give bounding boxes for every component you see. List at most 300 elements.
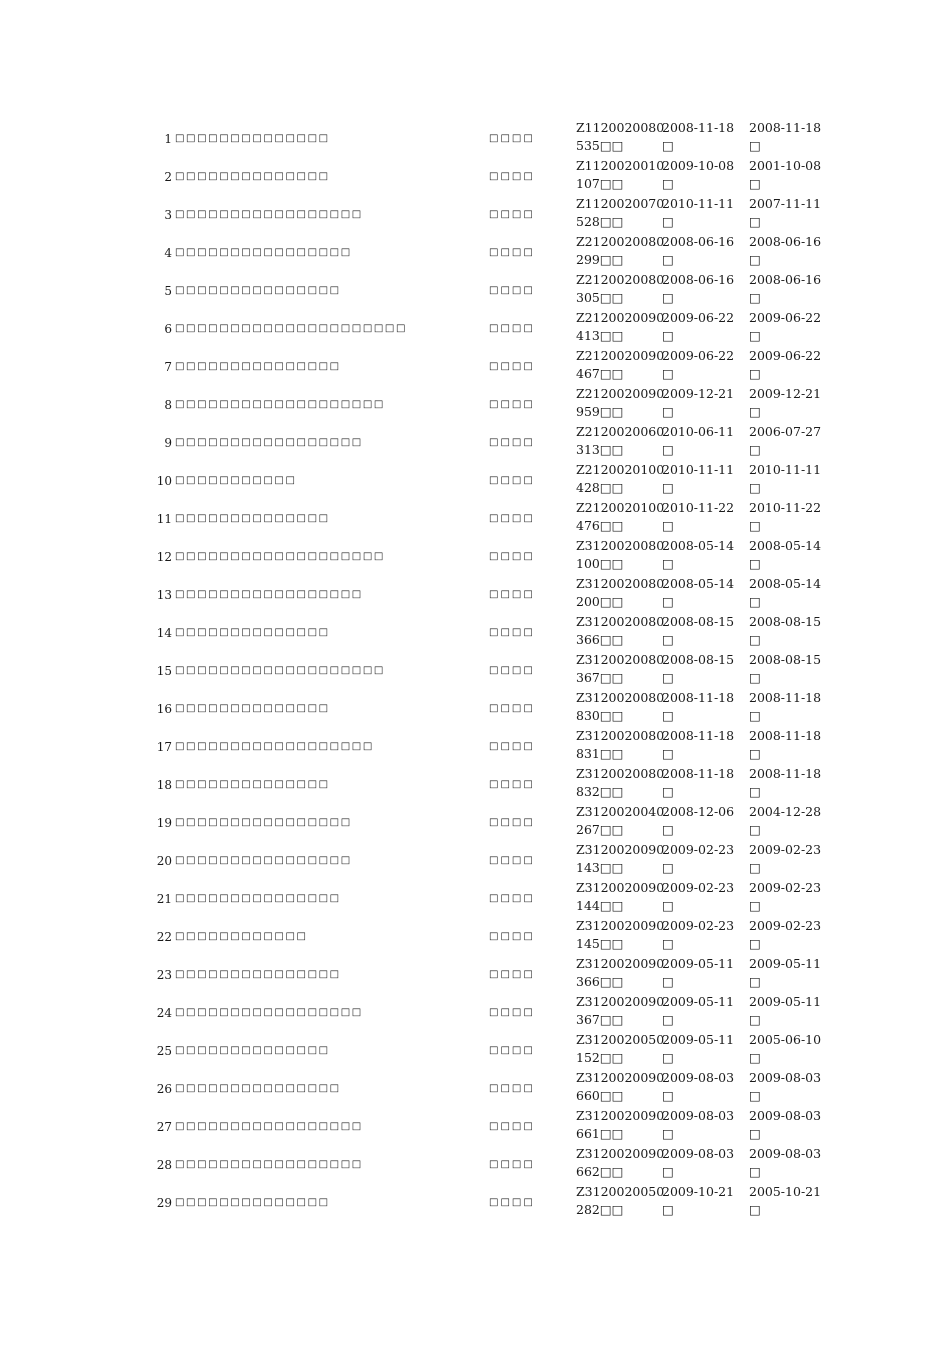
record-code-line2: 661□□ (576, 1126, 624, 1141)
record-date-1-value: 2009-08-03 (662, 1108, 735, 1123)
record-date-2-value: 2001-10-08 (749, 158, 822, 173)
record-date-1-value: 2008-05-14 (662, 538, 735, 553)
record-code (576, 689, 665, 725)
record-date-2-suffix: □ (749, 746, 761, 761)
record-code-line1: Z3120020080 (576, 690, 665, 705)
record-date-2-suffix: □ (749, 1088, 761, 1103)
record-date-1-suffix: □ (662, 974, 674, 989)
record-name: □□□□□□□□□□□□□□□□□□□ (175, 551, 385, 562)
record-code-line2: 662□□ (576, 1164, 624, 1179)
record-date-1 (662, 461, 746, 497)
record-code (576, 955, 665, 991)
record-name: □□□□□□□□□□□□□□□□□ (175, 1007, 363, 1018)
record-code (576, 499, 665, 535)
record-code-line1: Z3120020090 (576, 918, 665, 933)
record-date-2-suffix: □ (749, 252, 761, 267)
record-date-1 (662, 309, 746, 345)
record-date-2 (749, 385, 833, 421)
record-date-1-value: 2008-11-18 (662, 728, 735, 743)
table-row (150, 954, 850, 992)
record-date-1-value: 2009-06-22 (662, 348, 735, 363)
record-code-line2: 267□□ (576, 822, 624, 837)
record-date-1-value: 2010-06-11 (662, 424, 735, 439)
record-date-2-value: 2008-05-14 (749, 538, 822, 553)
record-code-line2: 832□□ (576, 784, 624, 799)
row-number: 23 (156, 968, 172, 982)
record-date-1-value: 2008-08-15 (662, 614, 735, 629)
record-code-line1: Z3120020090 (576, 1070, 665, 1085)
record-date-2 (749, 347, 833, 383)
record-date-1 (662, 613, 746, 649)
record-type: □□□□ (489, 893, 535, 904)
record-date-2-suffix: □ (749, 366, 761, 381)
record-date-1-suffix: □ (662, 1050, 674, 1065)
table-row (150, 612, 850, 650)
record-type: □□□□ (489, 1045, 535, 1056)
table-row (150, 650, 850, 688)
record-date-1 (662, 1107, 746, 1143)
record-name: □□□□□□□□□□□□□□□ (175, 361, 341, 372)
record-name: □□□□□□□□□□□□□□□□□ (175, 1121, 363, 1132)
record-date-2-value: 2009-08-03 (749, 1070, 822, 1085)
record-date-1-suffix: □ (662, 176, 674, 191)
record-date-2-value: 2008-11-18 (749, 728, 822, 743)
table-row (150, 878, 850, 916)
record-code (576, 803, 665, 839)
record-code (576, 727, 665, 763)
record-name: □□□□□□□□□□□□□□□□□ (175, 209, 363, 220)
record-code (576, 385, 665, 421)
record-code-line2: 413□□ (576, 328, 624, 343)
record-date-2 (749, 651, 833, 687)
record-date-2 (749, 917, 833, 953)
record-code-line2: 831□□ (576, 746, 624, 761)
record-date-2-suffix: □ (749, 290, 761, 305)
row-number: 9 (164, 436, 172, 450)
record-code-line1: Z3120020080 (576, 652, 665, 667)
record-code-line1: Z3120020090 (576, 1146, 665, 1161)
record-date-2-value: 2009-06-22 (749, 310, 822, 325)
record-date-1-value: 2008-11-18 (662, 120, 735, 135)
record-date-1 (662, 879, 746, 915)
row-number: 25 (156, 1044, 172, 1058)
record-date-2-value: 2004-12-28 (749, 804, 822, 819)
record-date-2-value: 2008-08-15 (749, 652, 822, 667)
record-date-2-value: 2009-08-03 (749, 1108, 822, 1123)
record-code-line1: Z2120020100 (576, 462, 665, 477)
record-type: □□□□ (489, 551, 535, 562)
record-type: □□□□ (489, 1007, 535, 1018)
table-row (150, 764, 850, 802)
record-date-2-value: 2008-11-18 (749, 120, 822, 135)
table-row (150, 1182, 850, 1220)
record-code (576, 765, 665, 801)
record-date-1 (662, 917, 746, 953)
row-number: 21 (156, 892, 172, 906)
record-type: □□□□ (489, 1197, 535, 1208)
record-date-2-suffix: □ (749, 594, 761, 609)
record-date-1-suffix: □ (662, 556, 674, 571)
record-date-1-suffix: □ (662, 442, 674, 457)
record-code-line2: 313□□ (576, 442, 624, 457)
row-number: 17 (156, 740, 172, 754)
table-row (150, 384, 850, 422)
record-type: □□□□ (489, 931, 535, 942)
record-date-2 (749, 765, 833, 801)
record-type: □□□□ (489, 855, 535, 866)
record-code-line1: Z2120020090 (576, 310, 665, 325)
record-type: □□□□ (489, 779, 535, 790)
record-date-2-suffix: □ (749, 556, 761, 571)
row-number: 22 (156, 930, 172, 944)
record-date-2-value: 2010-11-11 (749, 462, 822, 477)
record-code-line2: 528□□ (576, 214, 624, 229)
record-date-1 (662, 271, 746, 307)
record-code-line2: 145□□ (576, 936, 624, 951)
record-date-1 (662, 1069, 746, 1105)
record-date-2-suffix: □ (749, 480, 761, 495)
record-code-line2: 100□□ (576, 556, 624, 571)
record-code-line2: 467□□ (576, 366, 624, 381)
row-number: 12 (156, 550, 172, 564)
row-number: 16 (156, 702, 172, 716)
record-date-2-value: 2005-06-10 (749, 1032, 822, 1047)
record-date-1-suffix: □ (662, 670, 674, 685)
record-code-line1: Z3120020090 (576, 842, 665, 857)
record-code (576, 575, 665, 611)
record-code-line2: 299□□ (576, 252, 624, 267)
record-date-1 (662, 423, 746, 459)
record-name: □□□□□□□□□□□ (175, 475, 297, 486)
record-type: □□□□ (489, 209, 535, 220)
record-date-2 (749, 499, 833, 535)
record-code-line1: Z2120020090 (576, 348, 665, 363)
record-type: □□□□ (489, 361, 535, 372)
record-code-line1: Z2120020080 (576, 272, 665, 287)
record-date-2-suffix: □ (749, 670, 761, 685)
record-date-2 (749, 841, 833, 877)
record-date-1-value: 2009-05-11 (662, 1032, 735, 1047)
record-date-1-suffix: □ (662, 1164, 674, 1179)
record-date-1 (662, 385, 746, 421)
record-date-2-suffix: □ (749, 708, 761, 723)
record-date-1-suffix: □ (662, 366, 674, 381)
record-date-1 (662, 841, 746, 877)
table-row (150, 156, 850, 194)
record-date-1-suffix: □ (662, 1088, 674, 1103)
record-date-1-suffix: □ (662, 746, 674, 761)
record-date-1-value: 2010-11-11 (662, 196, 735, 211)
record-date-1-value: 2009-02-23 (662, 918, 735, 933)
record-date-1-value: 2009-08-03 (662, 1070, 735, 1085)
record-date-2-suffix: □ (749, 860, 761, 875)
record-date-2-value: 2009-02-23 (749, 880, 822, 895)
record-date-1 (662, 727, 746, 763)
table-row (150, 270, 850, 308)
record-code-line1: Z3120020080 (576, 614, 665, 629)
record-date-1-suffix: □ (662, 328, 674, 343)
record-code-line2: 144□□ (576, 898, 624, 913)
record-code-line1: Z1120020010 (576, 158, 665, 173)
record-date-1-value: 2008-08-15 (662, 652, 735, 667)
record-code (576, 271, 665, 307)
record-name: □□□□□□□□□□□□□□□□□□□ (175, 665, 385, 676)
record-code-line2: 959□□ (576, 404, 624, 419)
record-name: □□□□□□□□□□□□□□□ (175, 1083, 341, 1094)
row-number: 26 (156, 1082, 172, 1096)
record-date-1-suffix: □ (662, 784, 674, 799)
record-code-line2: 830□□ (576, 708, 624, 723)
record-name: □□□□□□□□□□□□□□□□ (175, 247, 352, 258)
record-code-line2: 366□□ (576, 632, 624, 647)
record-date-2-value: 2008-06-16 (749, 234, 822, 249)
record-code-line1: Z2120020100 (576, 500, 665, 515)
record-date-1-suffix: □ (662, 1012, 674, 1027)
record-date-2 (749, 157, 833, 193)
record-name: □□□□□□□□□□□□□□ (175, 133, 330, 144)
record-code (576, 1107, 665, 1143)
record-name: □□□□□□□□□□□□□□□□□□ (175, 741, 374, 752)
record-date-1-value: 2009-12-21 (662, 386, 735, 401)
record-date-2-suffix: □ (749, 936, 761, 951)
record-type: □□□□ (489, 741, 535, 752)
record-date-1-suffix: □ (662, 290, 674, 305)
record-date-1 (662, 803, 746, 839)
record-code (576, 1183, 665, 1219)
record-code (576, 461, 665, 497)
record-code-line1: Z3120020090 (576, 956, 665, 971)
record-name: □□□□□□□□□□□□□□□□ (175, 817, 352, 828)
record-code-line2: 535□□ (576, 138, 624, 153)
row-number: 29 (156, 1196, 172, 1210)
row-number: 4 (164, 246, 172, 260)
record-date-1 (662, 689, 746, 725)
row-number: 13 (156, 588, 172, 602)
record-date-2-suffix: □ (749, 1050, 761, 1065)
record-date-2-suffix: □ (749, 442, 761, 457)
table-row (150, 422, 850, 460)
row-number: 15 (156, 664, 172, 678)
table-row (150, 992, 850, 1030)
record-date-1 (662, 195, 746, 231)
record-code-line1: Z1120020070 (576, 196, 665, 211)
record-date-2-suffix: □ (749, 138, 761, 153)
record-code-line2: 476□□ (576, 518, 624, 533)
record-type: □□□□ (489, 475, 535, 486)
record-code (576, 1069, 665, 1105)
record-date-1-suffix: □ (662, 708, 674, 723)
record-date-1 (662, 651, 746, 687)
record-name: □□□□□□□□□□□□□□□□ (175, 855, 352, 866)
record-date-2-suffix: □ (749, 822, 761, 837)
record-code (576, 157, 665, 193)
record-type: □□□□ (489, 399, 535, 410)
record-code-line2: 152□□ (576, 1050, 624, 1065)
record-code-line1: Z3120020050 (576, 1184, 665, 1199)
record-type: □□□□ (489, 665, 535, 676)
record-date-2-suffix: □ (749, 1164, 761, 1179)
row-number: 20 (156, 854, 172, 868)
record-date-2 (749, 689, 833, 725)
record-date-1-suffix: □ (662, 252, 674, 267)
record-date-2 (749, 461, 833, 497)
record-date-1-value: 2008-06-16 (662, 272, 735, 287)
record-code-line1: Z2120020090 (576, 386, 665, 401)
record-code-line2: 367□□ (576, 1012, 624, 1027)
record-code-line1: Z3120020080 (576, 766, 665, 781)
record-date-1-value: 2010-11-22 (662, 500, 735, 515)
record-type: □□□□ (489, 285, 535, 296)
record-name: □□□□□□□□□□□□□□□□□□□ (175, 399, 385, 410)
record-date-1-value: 2009-10-08 (662, 158, 735, 173)
record-code-line2: 660□□ (576, 1088, 624, 1103)
record-code (576, 841, 665, 877)
record-date-2 (749, 537, 833, 573)
record-date-2-suffix: □ (749, 328, 761, 343)
table-row (150, 308, 850, 346)
record-date-1-value: 2009-06-22 (662, 310, 735, 325)
table-row (150, 232, 850, 270)
record-type: □□□□ (489, 437, 535, 448)
record-date-2-suffix: □ (749, 1126, 761, 1141)
record-date-1 (662, 1145, 746, 1181)
record-code (576, 1031, 665, 1067)
row-number: 3 (164, 208, 172, 222)
record-date-2 (749, 955, 833, 991)
record-date-1-value: 2009-10-21 (662, 1184, 735, 1199)
row-number: 10 (156, 474, 172, 488)
table-row (150, 536, 850, 574)
record-date-2-value: 2009-06-22 (749, 348, 822, 363)
record-date-1 (662, 157, 746, 193)
record-date-1-value: 2009-05-11 (662, 994, 735, 1009)
record-date-1-suffix: □ (662, 822, 674, 837)
table-row (150, 688, 850, 726)
record-name: □□□□□□□□□□□□□□□ (175, 285, 341, 296)
record-type: □□□□ (489, 1083, 535, 1094)
record-code-line1: Z1120020080 (576, 120, 665, 135)
record-date-2 (749, 803, 833, 839)
record-date-2-suffix: □ (749, 176, 761, 191)
record-date-2 (749, 195, 833, 231)
record-date-2 (749, 119, 833, 155)
record-code-line1: Z2120020080 (576, 234, 665, 249)
row-number: 18 (156, 778, 172, 792)
record-date-2-suffix: □ (749, 632, 761, 647)
row-number: 14 (156, 626, 172, 640)
record-type: □□□□ (489, 323, 535, 334)
record-date-1-value: 2008-06-16 (662, 234, 735, 249)
table-row (150, 194, 850, 232)
record-date-2-value: 2008-08-15 (749, 614, 822, 629)
record-code (576, 917, 665, 953)
record-date-2-value: 2008-06-16 (749, 272, 822, 287)
record-date-2-suffix: □ (749, 1202, 761, 1217)
record-date-2-value: 2009-05-11 (749, 956, 822, 971)
record-date-1-suffix: □ (662, 214, 674, 229)
record-name: □□□□□□□□□□□□□□ (175, 1045, 330, 1056)
record-code (576, 119, 665, 155)
row-number: 19 (156, 816, 172, 830)
record-code-line2: 282□□ (576, 1202, 624, 1217)
table-row (150, 916, 850, 954)
record-date-2-value: 2009-02-23 (749, 842, 822, 857)
record-date-2-suffix: □ (749, 974, 761, 989)
record-date-1 (662, 993, 746, 1029)
record-date-2-suffix: □ (749, 898, 761, 913)
record-date-1-value: 2008-12-06 (662, 804, 735, 819)
row-number: 28 (156, 1158, 172, 1172)
record-date-1 (662, 955, 746, 991)
record-code-line2: 305□□ (576, 290, 624, 305)
record-type: □□□□ (489, 627, 535, 638)
record-date-2 (749, 423, 833, 459)
record-date-2 (749, 575, 833, 611)
record-date-2-value: 2008-05-14 (749, 576, 822, 591)
record-date-1 (662, 765, 746, 801)
record-date-1 (662, 1183, 746, 1219)
record-date-1-value: 2009-08-03 (662, 1146, 735, 1161)
table-row (150, 574, 850, 612)
record-date-1-value: 2008-11-18 (662, 690, 735, 705)
record-date-1 (662, 499, 746, 535)
record-date-1 (662, 233, 746, 269)
record-date-2-suffix: □ (749, 214, 761, 229)
record-date-2-value: 2008-11-18 (749, 690, 822, 705)
record-code (576, 195, 665, 231)
record-date-2 (749, 309, 833, 345)
row-number: 24 (156, 1006, 172, 1020)
record-date-1-value: 2009-02-23 (662, 842, 735, 857)
record-date-2-suffix: □ (749, 518, 761, 533)
record-date-2 (749, 233, 833, 269)
record-code-line1: Z2120020060 (576, 424, 665, 439)
record-name: □□□□□□□□□□□□ (175, 931, 308, 942)
row-number: 1 (164, 132, 172, 146)
record-date-1-value: 2009-02-23 (662, 880, 735, 895)
record-name: □□□□□□□□□□□□□□ (175, 703, 330, 714)
record-type: □□□□ (489, 247, 535, 258)
record-date-2 (749, 993, 833, 1029)
record-date-1-suffix: □ (662, 860, 674, 875)
row-number: 8 (164, 398, 172, 412)
record-date-1-suffix: □ (662, 898, 674, 913)
record-date-2 (749, 1107, 833, 1143)
row-number: 27 (156, 1120, 172, 1134)
record-type: □□□□ (489, 133, 535, 144)
table-row (150, 1106, 850, 1144)
record-name: □□□□□□□□□□□□□□ (175, 627, 330, 638)
record-code-line1: Z3120020050 (576, 1032, 665, 1047)
table-row (150, 1144, 850, 1182)
record-date-1-value: 2008-05-14 (662, 576, 735, 591)
record-type: □□□□ (489, 513, 535, 524)
table-row (150, 346, 850, 384)
record-name: □□□□□□□□□□□□□□ (175, 171, 330, 182)
record-name: □□□□□□□□□□□□□□□ (175, 893, 341, 904)
record-code (576, 613, 665, 649)
record-code (576, 309, 665, 345)
record-date-2 (749, 727, 833, 763)
record-type: □□□□ (489, 817, 535, 828)
table-row (150, 118, 850, 156)
record-date-2-value: 2009-12-21 (749, 386, 822, 401)
record-date-1-suffix: □ (662, 1126, 674, 1141)
record-date-2-value: 2007-11-11 (749, 196, 822, 211)
record-code (576, 347, 665, 383)
record-type: □□□□ (489, 171, 535, 182)
record-type: □□□□ (489, 589, 535, 600)
